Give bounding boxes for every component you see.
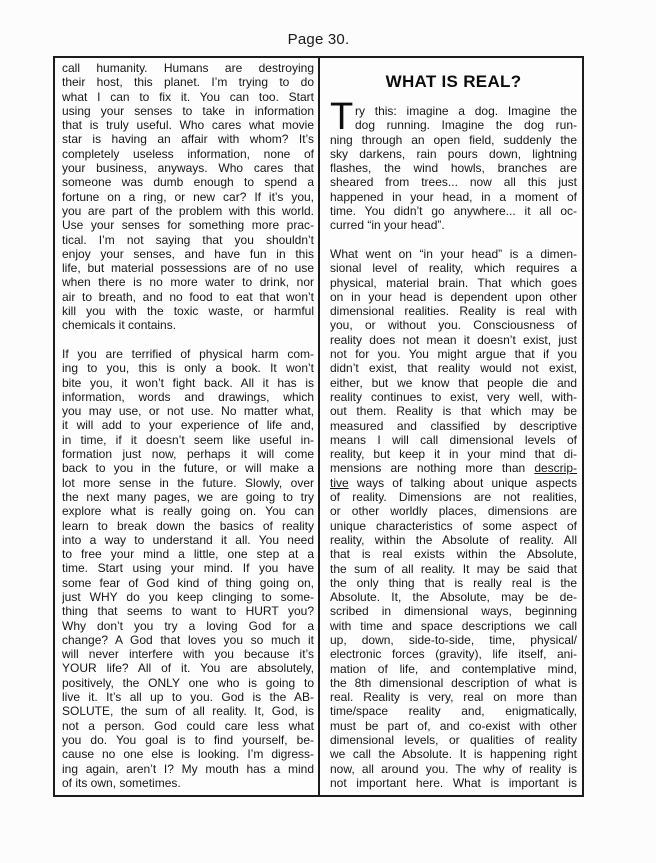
text-line: you, or without you. Consciousness of <box>330 318 577 333</box>
text-line: reality, but keep it in your mind that di- <box>330 447 577 462</box>
text-line: into a way to understand it all. You need <box>62 532 314 547</box>
text-line: sional level of reality, which requires a <box>330 261 577 276</box>
text-line: you may use, or not use. No matter what, <box>62 404 314 419</box>
text-line: the next many pages, we are going to try <box>62 489 314 504</box>
text-line: ry this: imagine a dog. Imagine the <box>355 104 577 118</box>
text-line: some fear of God kind of thing going on, <box>62 575 314 590</box>
text-line: cause no one else is looking. I’m digress- <box>62 747 314 762</box>
text-line: electronic forces (gravity), life itself, ani- <box>330 647 577 662</box>
text-line: not for you. You might argue that if you <box>330 347 577 362</box>
text-line: that is real exists within the Absolute, <box>330 547 577 562</box>
text-line: happened in your head, in a moment of <box>330 189 577 204</box>
text-line: on in your head is dependent upon other <box>330 289 577 304</box>
text-line: it will add to your experience of life and, <box>62 418 314 433</box>
text-line: out them. Reality is that which may be <box>330 404 577 419</box>
text-line: What went on “in your head” is a dimen- <box>330 246 577 261</box>
text-line: bite you, it won’t fight back. All it has is <box>62 375 314 390</box>
text-line: their host, this planet. I’m trying to do <box>62 75 314 90</box>
text-line: up, down, side-to-side, time, physical/ <box>330 632 577 647</box>
text-line: completely useless information, none of <box>62 146 314 161</box>
text-line: now, all around you. The why of reality is <box>330 761 577 776</box>
text-line: in time, if it doesn’t seem like useful in- <box>62 432 314 447</box>
text-line: either, but we know that people die and <box>330 375 577 390</box>
paragraph <box>62 61 314 333</box>
article-heading: WHAT IS REAL? <box>385 72 522 91</box>
text-line: fortune on a ring, or new car? If it’s you, <box>62 189 314 204</box>
text-line: thing that seems to want to HURT you? <box>62 604 314 619</box>
text-line: your business, anyways. Who cares that <box>62 161 314 176</box>
text-line: Absolute. It, the Absolute, may be de- <box>330 590 577 605</box>
text-line: air to breath, and no food to eat that won’t <box>62 289 314 304</box>
text-line: will never interfere with you because it’s <box>62 647 314 662</box>
text-line: call humanity. Humans are destroying <box>62 61 314 75</box>
text-segment: mensions are nothing more than <box>330 461 535 476</box>
text-line: of its own, sometimes. <box>62 775 181 790</box>
text-line: time. Start using your mind. If you have <box>62 561 314 576</box>
text-line: YOUR life? All of it. You are absolutely, <box>62 661 314 676</box>
right-column <box>320 58 582 795</box>
text-line: kill you with the toxic waste, or harmful <box>62 304 314 319</box>
underlined-text: tive <box>330 475 349 490</box>
text-line: just WHY do you keep clinging to some- <box>62 589 314 604</box>
text-line: we call the Absolute. It is happening right <box>330 747 577 762</box>
text-line: sheared from trees... now all this just <box>330 175 577 190</box>
left-column <box>55 58 318 795</box>
text-line: lot more sense in the future. Slowly, over <box>62 475 314 490</box>
text-line <box>330 461 577 475</box>
text-line: the only thing that is really real is the <box>330 575 577 590</box>
text-line: time. You didn’t go anywhere... it all oc- <box>330 204 577 219</box>
text-line: live it. It’s all up to you. God is the AB- <box>62 690 314 705</box>
text-line: real. Reality is very, real on more than <box>330 690 577 705</box>
text-line: mation of life, and contemplative mind, <box>330 661 577 676</box>
text-line: reality, within the Absolute of reality. All <box>330 532 577 547</box>
text-line: SOLUTE, the sum of all reality. It, God, is <box>62 704 314 719</box>
text-line: formation just now, perhaps it will come <box>62 447 314 462</box>
text-line: sky darkens, rain pours down, lightning <box>330 146 577 161</box>
text-line: time/space reality and, enigmatically, <box>330 704 577 719</box>
text-line: the sum of all reality. It may be said that <box>330 561 577 576</box>
text-line: means I will call dimensional levels of <box>330 432 577 447</box>
text-segment: ways of talking about unique aspects <box>348 475 577 490</box>
text-line: dimensional realities. Reality is real with <box>330 304 577 319</box>
text-line: dimensional levels, or qualities of reality <box>330 733 577 748</box>
paragraph <box>62 347 314 790</box>
text-line: change? A God that loves you so much it <box>62 632 314 647</box>
page-number-header: Page 30. <box>287 31 350 48</box>
text-line: ing to you, this is only a book. It won’t <box>62 361 314 376</box>
text-line: must be part of, and co-exist with other <box>330 718 577 733</box>
text-line: when there is no more water to drink, nor <box>62 275 314 290</box>
text-line: enjoy your senses, and have fun in this <box>62 246 314 261</box>
text-line: ning through an open field, suddenly the <box>330 132 577 147</box>
drop-cap: T <box>330 96 354 138</box>
text-line <box>330 476 577 490</box>
text-line: measured and classified by descriptive <box>330 418 577 433</box>
text-line: not important here. What is important is <box>330 775 577 790</box>
text-line: flashes, the wind howls, branches are <box>330 161 577 176</box>
text-line: chemicals it contains. <box>62 318 177 333</box>
text-line: what I can to fix it. You can too. Start <box>62 89 314 104</box>
text-line: star is having an affair with whom? It’s <box>62 132 314 147</box>
text-line: explore what is really going on. You can <box>62 504 314 519</box>
text-line: of reality. Dimensions are not realities, <box>330 490 577 505</box>
text-line: didn’t exist, that reality would not exist, <box>330 361 577 376</box>
underlined-text: descrip- <box>534 461 577 476</box>
text-line: back to you in the future, or will make a <box>62 461 314 476</box>
text-line: you do. You goal is to find yourself, be- <box>62 732 314 747</box>
text-line: the 8th dimensional description of what is <box>330 675 577 690</box>
paragraph <box>330 96 577 233</box>
paragraph <box>330 247 577 790</box>
text-line: scribed in dimensional ways, beginning <box>330 604 577 619</box>
text-line: with time and space descriptions we call <box>330 618 577 633</box>
text-line: information, words and drawings, which <box>62 389 314 404</box>
text-line: If you are terrified of physical harm com- <box>62 346 314 361</box>
text-line: or other worldly places, dimensions are <box>330 504 577 519</box>
text-line: reality continues to exist, very well, with- <box>330 389 577 404</box>
text-line: that is truly useful. Who cares what movie <box>62 118 314 133</box>
text-line: unique characteristics of some aspect of <box>330 518 577 533</box>
text-line: curred “in your head”. <box>330 218 445 233</box>
text-line: Use your senses for something more prac- <box>62 218 314 233</box>
text-line: tical. I’m not saying that you shouldn’t <box>62 232 314 247</box>
text-line: life, but material possessions are of no use <box>62 261 314 276</box>
text-line: ing again, aren’t I? My mouth has a mind <box>62 761 314 776</box>
text-line: someone was dumb enough to spend a <box>62 175 314 190</box>
content-box <box>53 56 584 797</box>
text-line: you are part of the problem with this world. <box>62 203 314 218</box>
text-line: positively, the ONLY one who is going to <box>62 675 314 690</box>
text-line: Why don’t you try a loving God for a <box>62 618 314 633</box>
text-line: learn to break down the basics of reality <box>62 518 314 533</box>
text-line: to free your mind a little, one step at a <box>62 547 314 562</box>
text-line: not a person. God could care less what <box>62 718 314 733</box>
text-line: using your senses to take in information <box>62 103 314 118</box>
text-line: dog running. Imagine the dog run- <box>355 118 577 133</box>
text-line: reality does not mean it doesn’t exist, just <box>330 332 577 347</box>
text-line: physical, material brain. That which goes <box>330 275 577 290</box>
